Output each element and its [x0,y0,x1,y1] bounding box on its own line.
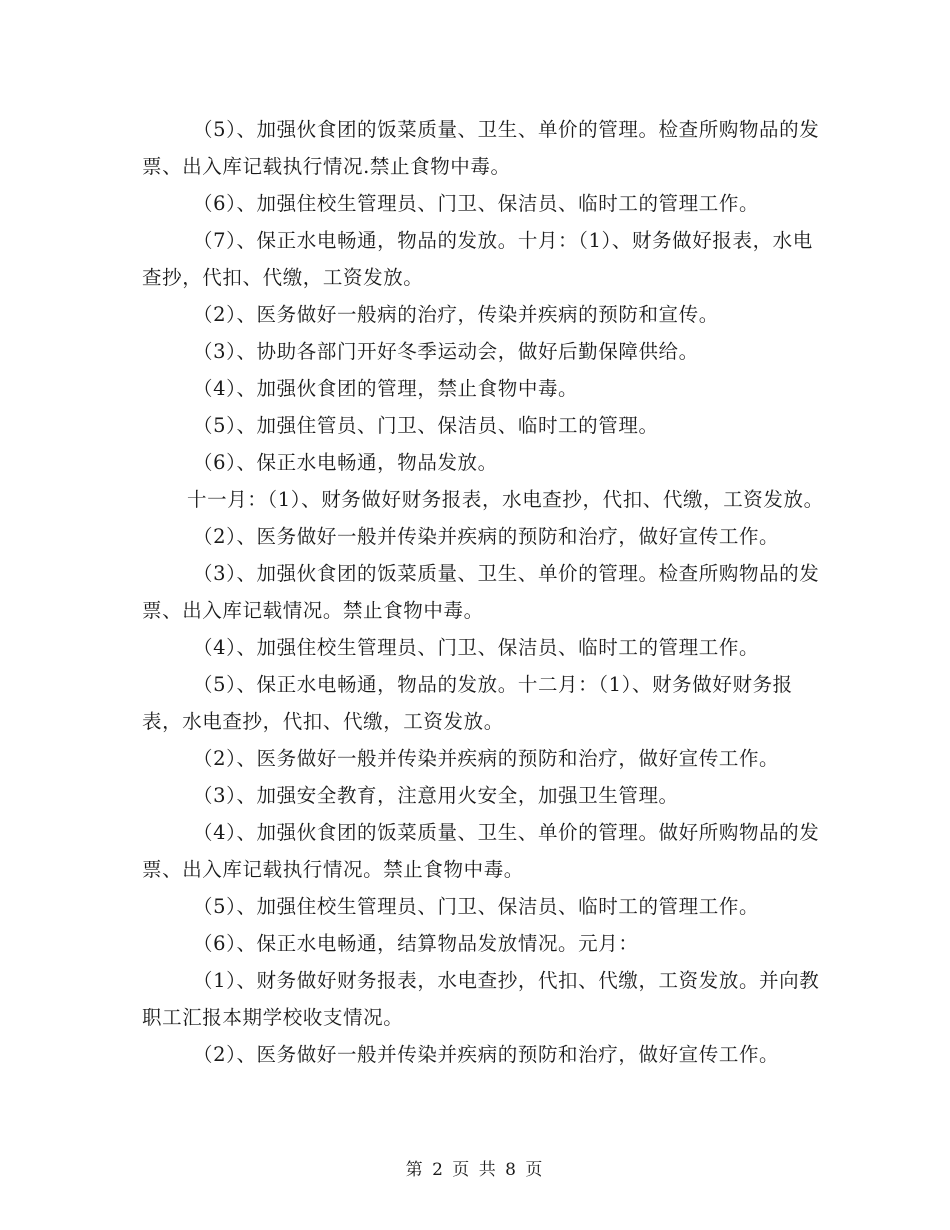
paragraph: （3）、加强安全教育，注意用火安全，加强卫生管理。 [193,784,679,807]
paragraph: （5）、加强伙食团的饭菜质量、卫生、单价的管理。检查所购物品的发票、出入库记载执行情况.禁止食物中毒。 [142,118,820,178]
paragraph: （2）、医务做好一般病的治疗，传染并疾病的预防和宣传。 [193,303,719,326]
paragraph: （2）、医务做好一般并传染并疾病的预防和治疗，做好宣传工作。 [193,747,780,770]
paragraph: （5）、保正水电畅通，物品的发放。十二月：（1）、财务做好财务报表，水电查抄，代扣、代缴，工资发放。 [142,673,793,733]
paragraph: 十一月：（1）、财务做好财务报表，水电查抄，代扣、代缴，工资发放。 [187,488,824,511]
paragraph: （4）、加强伙食团的饭菜质量、卫生、单价的管理。做好所购物品的发票、出入库记载执行情况。禁止食物中毒。 [142,821,820,881]
paragraph: （3）、加强伙食团的饭菜质量、卫生、单价的管理。检查所购物品的发票、出入库记载情况。禁止食物中毒。 [142,562,820,622]
paragraph: （6）、保正水电畅通，物品发放。 [193,451,498,474]
paragraph: （2）、医务做好一般并传染并疾病的预防和治疗，做好宣传工作。 [193,1043,780,1066]
paragraph: （1）、财务做好财务报表，水电查抄，代扣、代缴，工资发放。并向教职工汇报本期学校收支情况。 [142,969,820,1029]
paragraph: （7）、保正水电畅通，物品的发放。十月：（1）、财务做好报表，水电查抄，代扣、代缴，工资发放。 [142,229,813,289]
page-number-footer: 第 2 页 共 8 页 [405,1160,545,1180]
paragraph: （6）、保正水电畅通，结算物品发放情况。元月： [193,932,639,955]
paragraph: （3）、协助各部门开好冬季运动会，做好后勤保障供给。 [193,340,699,363]
paragraph: （2）、医务做好一般并传染并疾病的预防和治疗，做好宣传工作。 [193,525,780,548]
paragraph: （5）、加强住管员、门卫、保洁员、临时工的管理。 [193,414,659,437]
paragraph: （4）、加强住校生管理员、门卫、保洁员、临时工的管理工作。 [193,636,760,659]
paragraph: （5）、加强住校生管理员、门卫、保洁员、临时工的管理工作。 [193,895,760,918]
paragraph: （4）、加强伙食团的管理，禁止食物中毒。 [193,377,579,400]
paragraph: （6）、加强住校生管理员、门卫、保洁员、临时工的管理工作。 [193,192,760,215]
document-body [142,111,832,1073]
